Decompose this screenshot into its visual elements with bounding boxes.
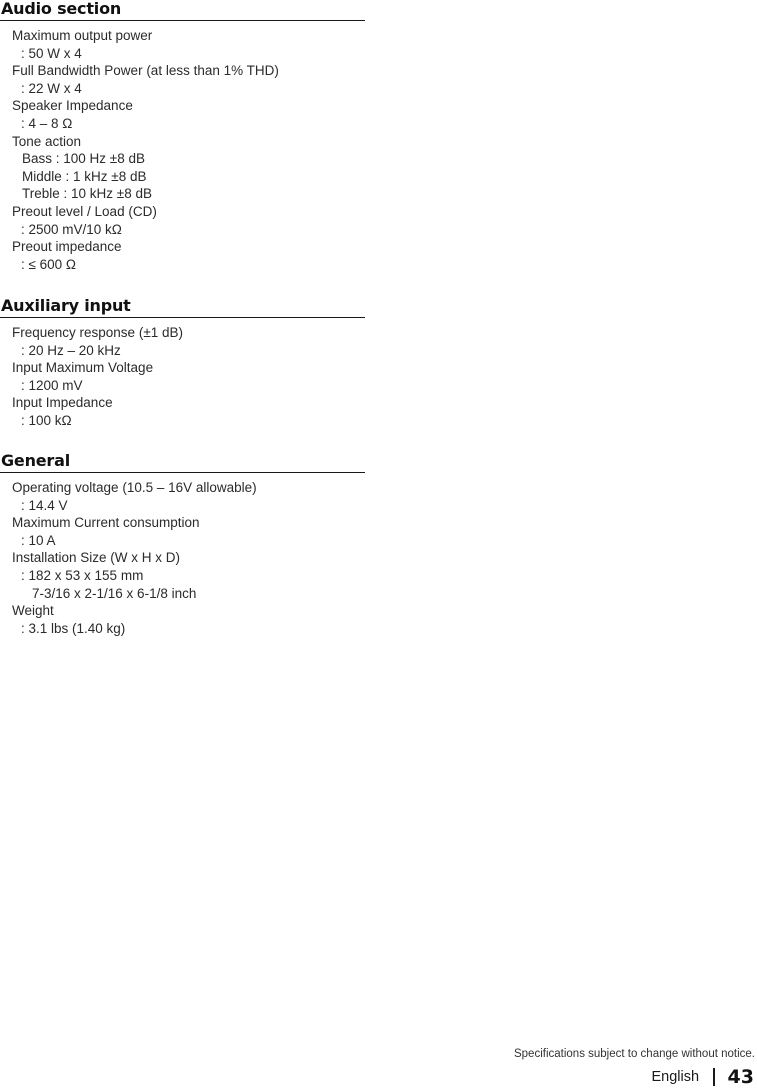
spec-value: : 10 A	[21, 532, 56, 548]
spec-value: : ≤ 600 Ω	[21, 256, 77, 272]
page-footer	[651, 1066, 754, 1088]
spec-value: : 4 – 8 Ω	[21, 115, 73, 131]
spec-value: : 2500 mV/10 kΩ	[21, 221, 122, 237]
section-title-auxiliary-input: Auxiliary input	[1, 296, 131, 315]
spec-label: Preout level / Load (CD)	[12, 203, 157, 219]
spec-label: Operating voltage (10.5 – 16V allowable)	[12, 480, 257, 495]
spec-label: Installation Size (W x H x D)	[12, 550, 181, 566]
spec-label: Maximum output power	[12, 28, 153, 43]
section-title-general: General	[1, 451, 70, 470]
specifications-notice: Specifications subject to change without notice.	[513, 1048, 755, 1060]
page-number: 43	[727, 1066, 754, 1088]
spec-tone-value: Middle : 1 kHz ±8 dB	[22, 168, 147, 184]
footer-language: English	[651, 1069, 700, 1085]
section-body-audio	[0, 21, 366, 273]
spec-label: Tone action	[12, 133, 82, 149]
section-general	[0, 452, 366, 637]
spec-value: : 3.1 lbs (1.40 kg)	[21, 620, 126, 636]
spec-value: : 182 x 53 x 155 mm	[21, 567, 144, 583]
spec-label: Preout impedance	[12, 239, 122, 255]
section-title-audio: Audio section	[1, 0, 122, 18]
section-auxiliary-input	[0, 297, 366, 430]
spec-label: Weight	[12, 603, 54, 619]
spec-value: : 22 W x 4	[21, 80, 82, 96]
spec-label: Maximum Current consumption	[12, 515, 200, 531]
spec-label: Input Impedance	[12, 395, 113, 411]
spec-value: : 100 kΩ	[21, 412, 72, 428]
footer-separator	[713, 1068, 715, 1086]
spec-label: Input Maximum Voltage	[12, 360, 154, 376]
spec-label: Frequency response (±1 dB)	[12, 325, 183, 340]
spec-value: : 20 Hz – 20 kHz	[21, 342, 121, 358]
spec-value: : 1200 mV	[21, 377, 83, 393]
section-audio	[0, 0, 366, 273]
spec-value: : 50 W x 4	[21, 45, 82, 61]
spec-value: 7-3/16 x 2-1/16 x 6-1/8 inch	[32, 585, 197, 601]
spec-tone-value: Treble : 10 kHz ±8 dB	[22, 186, 152, 202]
spec-label: Speaker Impedance	[12, 98, 133, 114]
spec-value: : 14.4 V	[21, 497, 68, 513]
spec-label: Full Bandwidth Power (at less than 1% THD)	[12, 63, 279, 79]
section-body-auxiliary-input	[0, 318, 366, 430]
section-body-general	[0, 473, 366, 637]
spec-tone-value: Bass : 100 Hz ±8 dB	[22, 151, 145, 167]
